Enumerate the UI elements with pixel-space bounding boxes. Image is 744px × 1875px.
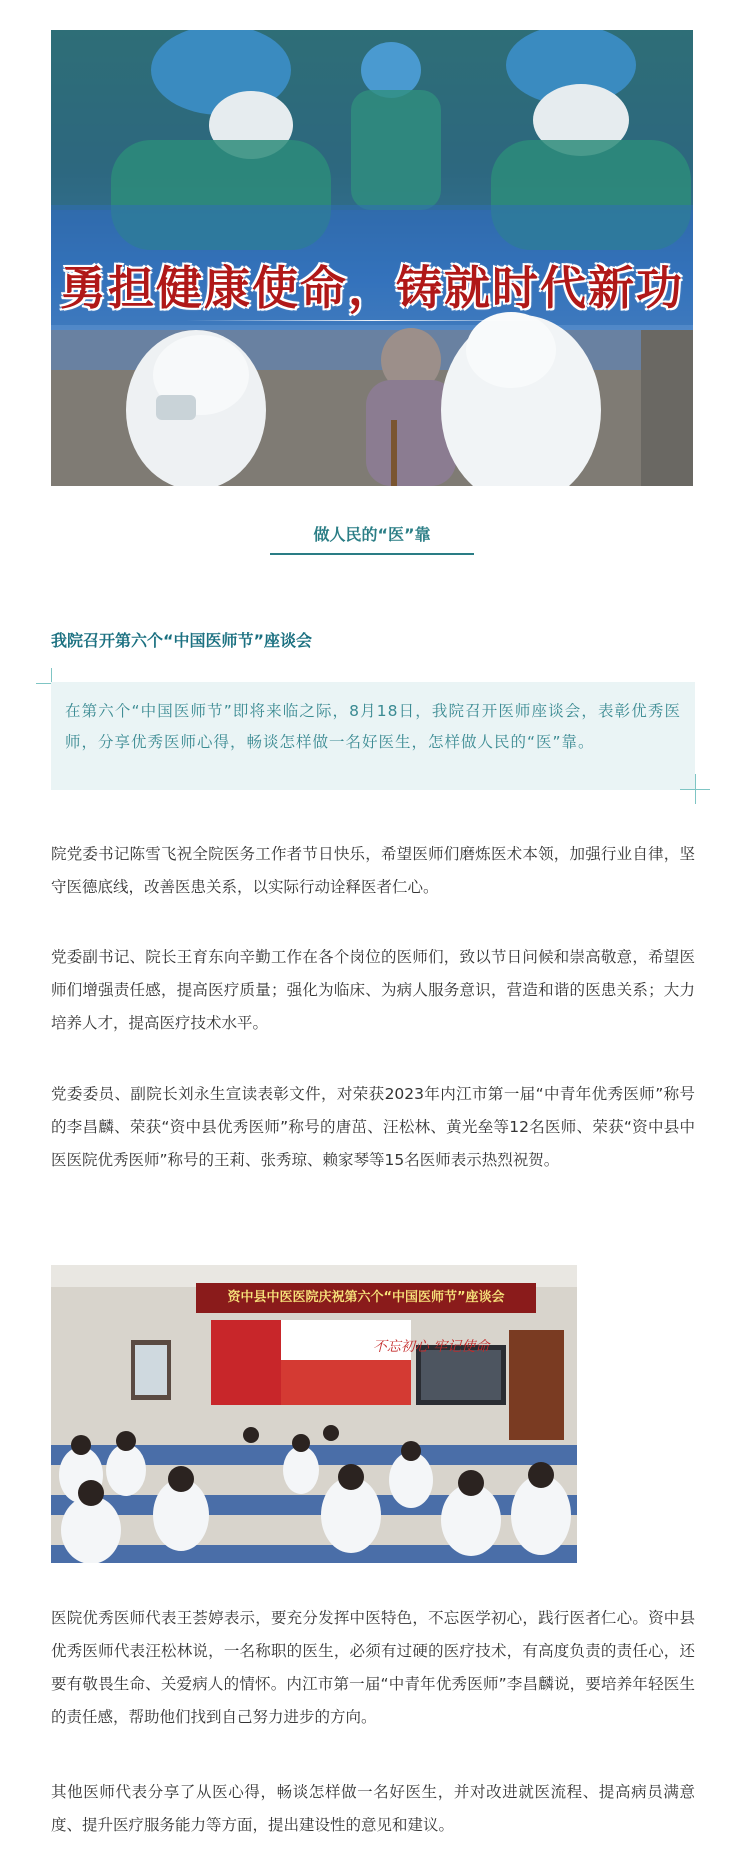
intro-text: 在第六个“中国医师节”即将来临之际，8月18日，我院召开医师座谈会，表彰优秀医师，分享优秀医师心得，畅谈怎样做一名好医生，怎样做人民的“医”靠。 (65, 702, 681, 751)
hero-banner-image (51, 30, 693, 486)
paragraph-1: 院党委书记陈雪飞祝全院医务工作者节日快乐，希望医师们磨炼医术本领，加强行业自律，坚守医德底线，改善医患关系，以实际行动诠释医者仁心。 (51, 845, 695, 896)
section-underline (270, 553, 474, 555)
section-header: 做人民的“医”靠 (313, 525, 431, 544)
banner-title: 勇担健康使命，铸就时代新功 (60, 261, 684, 315)
photo-slogan: 不忘初心 牢记使命 (372, 1339, 490, 1355)
photo-banner-text: 资中县中医医院庆祝第六个“中国医师节”座谈会 (227, 1290, 505, 1305)
paragraph-4: 医院优秀医师代表王荟婷表示，要充分发挥中医特色，不忘医学初心，践行医者仁心。资中县优秀医师代表汪松林说，一名称职的医生，必须有过硬的医疗技术，有高度负责的责任心，还要有敬畏生命、关爱病人的情怀。内江市第一届“中青年优秀医师”李昌麟说，要培养年轻医生的责任感，帮助他们找到自己努力进步的方向。 (51, 1609, 695, 1726)
intro-box (51, 682, 695, 790)
paragraph-2: 党委副书记、院长王育东向辛勤工作在各个岗位的医师们，致以节日问候和崇高敬意，希望医师们增强责任感，提高医疗质量；强化为临床、为病人服务意识，营造和谐的医患关系；大力培养人才，提高医疗技术水平。 (51, 948, 695, 1032)
banner-divider (186, 320, 558, 321)
corner-decoration-bottom-right-vertical (695, 774, 696, 804)
meeting-photo (51, 1265, 577, 1563)
paragraph-3: 党委委员、副院长刘永生宣读表彰文件，对荣获2023年内江市第一届“中青年优秀医师”称号的李昌麟、荣获“资中县优秀医师”称号的唐茁、汪松林、黄光垒等12名医师、荣获“资中县中医医院优秀医师”称号的王莉、张秀琼、赖家琴等15名医师表示热烈祝贺。 (51, 1085, 695, 1169)
article-heading: 我院召开第六个“中国医师节”座谈会 (51, 631, 313, 650)
paragraph-5: 其他医师代表分享了从医心得，畅谈怎样做一名好医生，并对改进就医流程、提高病员满意度、提升医疗服务能力等方面，提出建设性的意见和建议。 (51, 1783, 695, 1834)
